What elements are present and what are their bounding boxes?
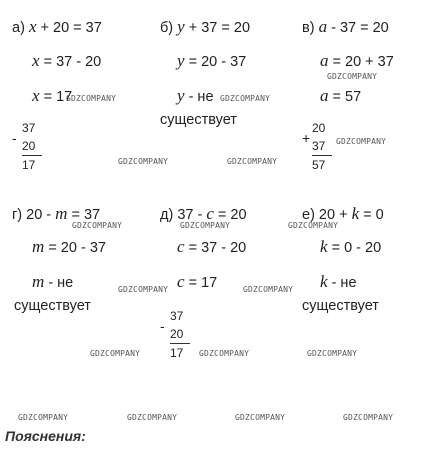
column-addition-2: [312, 119, 332, 174]
col2-mid: 37: [312, 138, 326, 153]
col2-operator: +: [302, 130, 311, 146]
col3-mid: 20: [170, 326, 184, 341]
task-e-result-cont: существует: [302, 298, 379, 314]
col2-top: 20: [312, 120, 326, 135]
watermark: GDZCOMPANY: [327, 72, 378, 81]
task-d-step1: c = 37 - 20: [177, 237, 247, 256]
watermark: GDZCOMPANY: [118, 157, 169, 166]
col1-result: 17: [22, 155, 42, 174]
watermark: GDZCOMPANY: [307, 349, 358, 358]
watermark: GDZCOMPANY: [235, 413, 286, 422]
task-g-equation: г) 20 - m = 37: [12, 204, 101, 223]
watermark: GDZCOMPANY: [72, 221, 123, 230]
watermark: GDZCOMPANY: [18, 413, 69, 422]
explanations-heading: Пояснения:: [5, 428, 86, 444]
watermark: GDZCOMPANY: [243, 285, 294, 294]
task-b-result-cont: существует: [160, 112, 237, 128]
watermark: GDZCOMPANY: [220, 94, 271, 103]
watermark: GDZCOMPANY: [180, 221, 231, 230]
task-b-result: y - не: [177, 86, 214, 105]
watermark: GDZCOMPANY: [118, 285, 169, 294]
watermark: GDZCOMPANY: [199, 349, 250, 358]
task-g-result-cont: существует: [14, 298, 91, 314]
watermark: GDZCOMPANY: [127, 413, 178, 422]
task-a-result: x = 17: [32, 86, 73, 105]
task-e-equation: е) 20 + k = 0: [302, 204, 384, 223]
watermark: GDZCOMPANY: [66, 94, 117, 103]
task-b-step1: y = 20 - 37: [177, 51, 247, 70]
task-v-result: a = 57: [320, 86, 362, 105]
task-v-equation: в) a - 37 = 20: [302, 17, 389, 36]
task-a-step1: x = 37 - 20: [32, 51, 102, 70]
task-e-result: k - не: [320, 272, 357, 291]
watermark: GDZCOMPANY: [90, 349, 141, 358]
task-g-result: m - не: [32, 272, 74, 291]
col3-operator: -: [160, 318, 165, 334]
col1-operator: -: [12, 130, 17, 146]
col2-result: 57: [312, 155, 332, 174]
col1-mid: 20: [22, 138, 36, 153]
task-e-step1: k = 0 - 20: [320, 237, 382, 256]
watermark: GDZCOMPANY: [227, 157, 278, 166]
column-subtraction-3: [170, 307, 190, 362]
task-a-equation: а) x + 20 = 37: [12, 17, 102, 36]
watermark: GDZCOMPANY: [336, 137, 387, 146]
task-g-step1: m = 20 - 37: [32, 237, 106, 256]
task-b-equation: б) y + 37 = 20: [160, 17, 251, 36]
col1-top: 37: [22, 120, 36, 135]
col3-top: 37: [170, 308, 184, 323]
watermark: GDZCOMPANY: [288, 221, 339, 230]
watermark: GDZCOMPANY: [343, 413, 394, 422]
task-d-equation: д) 37 - c = 20: [160, 204, 247, 223]
column-subtraction-1: [22, 119, 42, 174]
task-d-result: c = 17: [177, 272, 218, 291]
col3-result: 17: [170, 343, 190, 362]
task-v-step1: a = 20 + 37: [320, 51, 394, 70]
